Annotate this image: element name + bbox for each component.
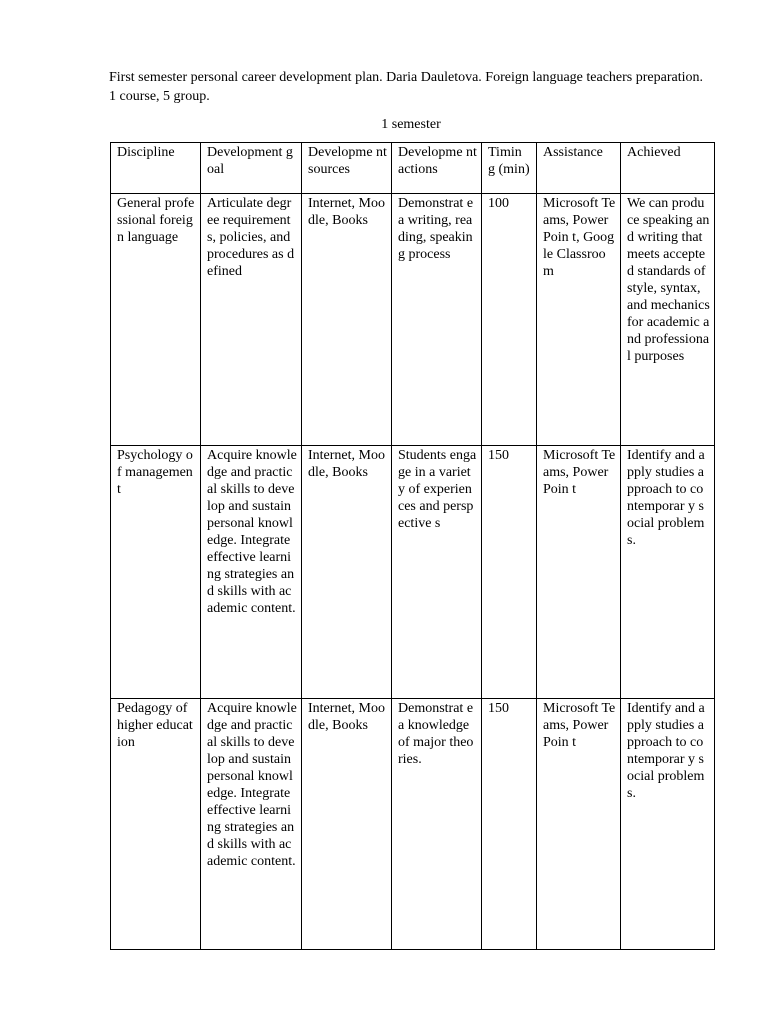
cell-discipline: General professional foreign language <box>111 194 201 446</box>
cell-assistance: Microsoft Teams, PowerPoin t, Google Classroom <box>537 194 621 446</box>
header-development-actions: Developme nt actions <box>392 143 482 194</box>
cell-timing: 150 <box>482 699 537 950</box>
cell-actions: Demonstrat e a knowledge of major theories. <box>392 699 482 950</box>
cell-sources: Internet, Moodle, Books <box>302 194 392 446</box>
header-discipline: Discipline <box>111 143 201 194</box>
cell-goal: Acquire knowledge and practical skills to develop and sustain personal knowledge. Integrate effective learning strategies and skills with academic content. <box>201 446 302 699</box>
cell-discipline: Pedagogy of higher education <box>111 699 201 950</box>
table-row <box>111 699 715 950</box>
semester-heading: 1 semester <box>381 117 441 132</box>
cell-timing: 100 <box>482 194 537 446</box>
header-timing: Timin g (min) <box>482 143 537 194</box>
cell-sources: Internet, Moodle, Books <box>302 699 392 950</box>
document-title: First semester personal career development plan. Daria Dauletova. Foreign language teachers preparation. 1 course, 5 group. <box>109 70 703 104</box>
cell-actions: Demonstrat e a writing, reading, speaking process <box>392 194 482 446</box>
header-development-sources: Developme nt sources <box>302 143 392 194</box>
cell-timing: 150 <box>482 446 537 699</box>
header-assistance: Assistance <box>537 143 621 194</box>
cell-achieved: We can produce speaking and writing that meets accepted standards of style, syntax, and mechanics for academic and professional purposes <box>621 194 715 446</box>
table-row <box>111 194 715 446</box>
header-development-goal: Development goal <box>201 143 302 194</box>
cell-assistance: Microsoft Teams, PowerPoin t <box>537 446 621 699</box>
cell-goal: Articulate degree requirements, policies, and procedures as defined <box>201 194 302 446</box>
development-plan-table <box>110 142 715 950</box>
header-achieved: Achieved <box>621 143 715 194</box>
cell-goal: Acquire knowledge and practical skills to develop and sustain personal knowledge. Integrate effective learning strategies and skills with academic content. <box>201 699 302 950</box>
cell-discipline: Psychology of managemen t <box>111 446 201 699</box>
table-row <box>111 446 715 699</box>
cell-achieved: Identify and apply studies approach to contemporar y social problems. <box>621 446 715 699</box>
cell-actions: Students engage in a variety of experiences and perspective s <box>392 446 482 699</box>
table-header-row <box>111 143 715 194</box>
cell-achieved: Identify and apply studies approach to contemporar y social problems. <box>621 699 715 950</box>
cell-sources: Internet, Moodle, Books <box>302 446 392 699</box>
cell-assistance: Microsoft Teams, PowerPoin t <box>537 699 621 950</box>
